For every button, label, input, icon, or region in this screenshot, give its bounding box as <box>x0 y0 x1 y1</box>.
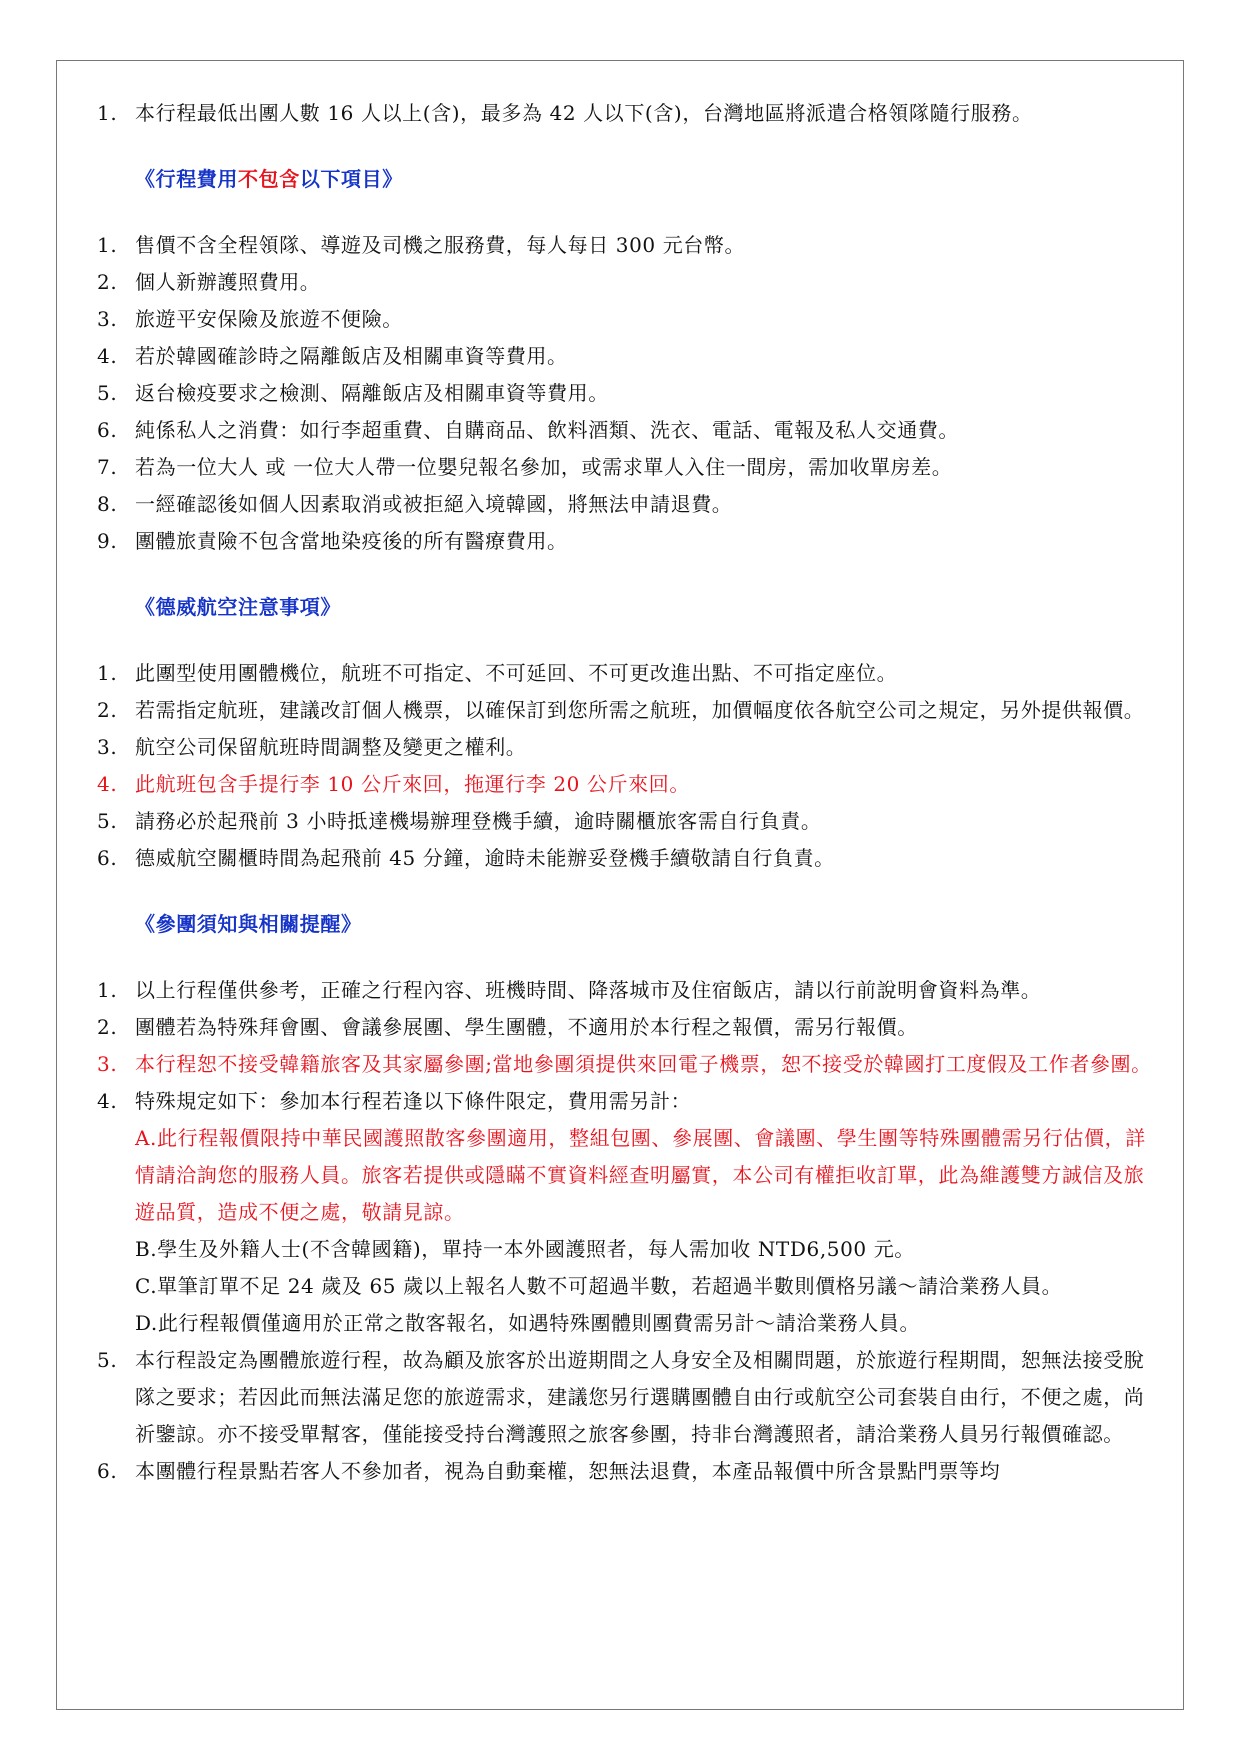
section-heading-airline: 《德威航空注意事項》 <box>135 595 341 619</box>
list-text: 本行程設定為團體旅遊行程，故為顧及旅客於出遊期間之人身安全及相關問題，於旅遊行程期間，恕無法接受脫隊之要求；若因此而無法滿足您的旅遊需求，建議您另行選購團體自由行或航空公司套裝自由行，不便之處，尚祈鑒諒。亦不接受單幫客，僅能接受持台灣護照之旅客參團，持非台灣護照者，請洽業務人員另行報價確認。 <box>135 1348 1145 1446</box>
list-number: 7. <box>97 455 118 479</box>
list-item <box>97 1342 1157 1453</box>
notice-list <box>97 972 1157 1490</box>
list-item <box>97 692 1157 729</box>
list-number: 5. <box>97 1348 118 1372</box>
list-text: 本團體行程景點若客人不參加者，視為自動棄權，恕無法退費，本產品報價中所含景點門票等均 <box>135 1459 1001 1483</box>
list-text: 售價不含全程領隊、導遊及司機之服務費，每人每日 300 元台幣。 <box>135 233 746 257</box>
list-item <box>97 486 1157 523</box>
list-number: 1. <box>97 978 118 1002</box>
list-text: 返台檢疫要求之檢測、隔離飯店及相關車資等費用。 <box>135 381 609 405</box>
heading-part: 以下項目》 <box>299 167 403 191</box>
list-number: 9. <box>97 529 118 553</box>
list-text: 此航班包含手提行李 10 公斤來回，拖運行李 20 公斤來回。 <box>135 772 690 796</box>
list-item <box>97 227 1157 264</box>
list-text: 德威航空關櫃時間為起飛前 45 分鐘，逾時未能辦妥登機手續敬請自行負責。 <box>135 846 835 870</box>
list-text: 旅遊平安保險及旅遊不便險。 <box>135 307 403 331</box>
list-number: 8. <box>97 492 118 516</box>
list-number: 5. <box>97 809 118 833</box>
list-text: 若需指定航班，建議改訂個人機票，以確保訂到您所需之航班，加價幅度依各航空公司之規定，另外提供報價。 <box>135 698 1145 722</box>
list-text: 本行程恕不接受韓籍旅客及其家屬參團;當地參團須提供來回電子機票，恕不接受於韓國打工度假及工作者參團。 <box>135 1052 1152 1076</box>
list-number: 3. <box>97 307 118 331</box>
sub-item-d: D.此行程報價僅適用於正常之散客報名，如遇特殊團體則團費需另計～請洽業務人員。 <box>135 1311 921 1335</box>
list-number: 6. <box>97 418 118 442</box>
list-text: 以上行程僅供參考，正確之行程內容、班機時間、降落城市及住宿飯店，請以行前說明會資料為準。 <box>135 978 1042 1002</box>
list-text: 航空公司保留航班時間調整及變更之權利。 <box>135 735 527 759</box>
list-number: 4. <box>97 1089 118 1113</box>
list-number: 6. <box>97 1459 118 1483</box>
list-item-highlighted <box>97 766 1157 803</box>
airline-list <box>97 655 1157 877</box>
list-text: 若為一位大人 或 一位大人帶一位嬰兒報名參加，或需求單人入住一間房，需加收單房差。 <box>135 455 953 479</box>
section-heading-excluded <box>97 161 1157 198</box>
list-text: 純係私人之消費：如行李超重費、自購商品、飲料酒類、洗衣、電話、電報及私人交通費。 <box>135 418 959 442</box>
list-item <box>97 449 1157 486</box>
sub-item-c: C.單筆訂單不足 24 歲及 65 歲以上報名人數不可超過半數，若超過半數則價格另議～請洽業務人員。 <box>135 1274 1063 1298</box>
list-number: 1. <box>97 101 118 125</box>
sub-item-b: B.學生及外籍人士(不含韓國籍)，單持一本外國護照者，每人需加收 NTD6,500 元。 <box>135 1237 915 1261</box>
list-number: 3. <box>97 735 118 759</box>
list-text: 團體若為特殊拜會團、會議參展團、學生團體，不適用於本行程之報價，需另行報價。 <box>135 1015 918 1039</box>
list-text: 本行程最低出團人數 16 人以上(含)，最多為 42 人以下(含)，台灣地區將派遣合格領隊隨行服務。 <box>135 101 1033 125</box>
list-number: 1. <box>97 661 118 685</box>
intro-item <box>97 95 1157 132</box>
list-number: 6. <box>97 846 118 870</box>
list-text: 特殊規定如下：參加本行程若逢以下條件限定，費用需另計： <box>135 1089 692 1113</box>
list-item <box>97 338 1157 375</box>
list-item <box>97 1083 1157 1120</box>
sub-item-a: A.此行程報價限持中華民國護照散客參團適用，整組包團、參展團、會議團、學生團等特殊團體需另行估價，詳情請洽詢您的服務人員。旅客若提供或隱瞞不實資料經查明屬實，本公司有權拒收訂單，此為維護雙方誠信及旅遊品質，造成不便之處，敬請見諒。 <box>135 1126 1146 1224</box>
list-item <box>97 523 1157 560</box>
list-text: 此團型使用團體機位，航班不可指定、不可延回、不可更改進出點、不可指定座位。 <box>135 661 898 685</box>
page-frame <box>56 60 1184 1710</box>
list-text: 一經確認後如個人因素取消或被拒絕入境韓國，將無法申請退費。 <box>135 492 733 516</box>
list-item <box>97 1453 1157 1490</box>
list-number: 2. <box>97 270 118 294</box>
section-heading-notice: 《參團須知與相關提醒》 <box>135 912 362 936</box>
list-item <box>97 1009 1157 1046</box>
document-body <box>97 95 1157 1490</box>
list-item <box>97 264 1157 301</box>
list-text: 團體旅責險不包含當地染疫後的所有醫療費用。 <box>135 529 568 553</box>
list-text: 個人新辦護照費用。 <box>135 270 321 294</box>
list-item <box>97 972 1157 1009</box>
list-number: 5. <box>97 381 118 405</box>
list-number: 3. <box>97 1052 118 1076</box>
list-number: 2. <box>97 1015 118 1039</box>
list-number: 4. <box>97 772 118 796</box>
list-item <box>97 840 1157 877</box>
list-item <box>97 412 1157 449</box>
list-item <box>97 803 1157 840</box>
heading-part: 《行程費用 <box>135 167 238 191</box>
list-text: 若於韓國確診時之隔離飯店及相關車資等費用。 <box>135 344 568 368</box>
list-number: 1. <box>97 233 118 257</box>
list-item <box>97 729 1157 766</box>
list-item <box>97 375 1157 412</box>
list-item-highlighted <box>97 1046 1157 1083</box>
list-number: 2. <box>97 698 118 722</box>
list-number: 4. <box>97 344 118 368</box>
list-text: 請務必於起飛前 3 小時抵達機場辦理登機手續，逾時關櫃旅客需自行負責。 <box>135 809 822 833</box>
heading-emphasis: 不包含 <box>238 167 300 191</box>
list-item <box>97 655 1157 692</box>
list-item <box>97 301 1157 338</box>
excluded-list <box>97 227 1157 560</box>
